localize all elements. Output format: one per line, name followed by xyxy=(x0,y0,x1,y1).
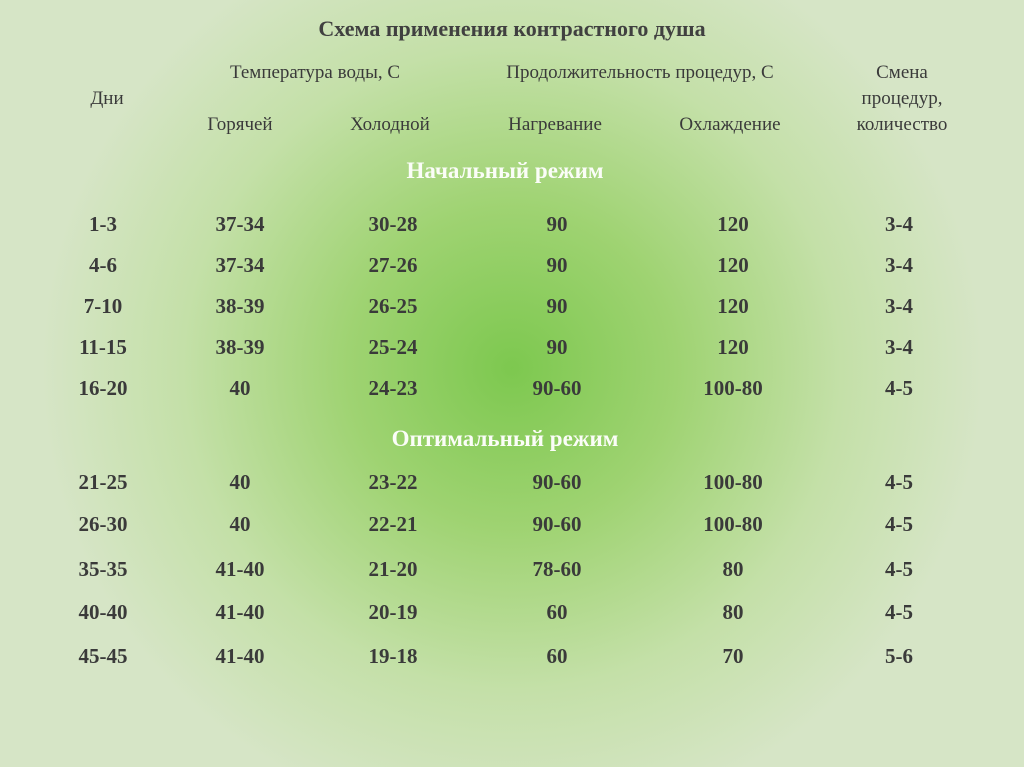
cell-cooling: 70 xyxy=(722,644,744,668)
header-change-line3: количество xyxy=(856,114,948,135)
cell-heating: 90 xyxy=(546,294,568,318)
cell-days: 1-3 xyxy=(89,212,117,236)
cell-hot-temp: 40 xyxy=(229,376,251,400)
cell-cooling: 120 xyxy=(717,335,749,359)
cell-hot-temp: 38-39 xyxy=(215,294,265,318)
header-cold: Холодной xyxy=(350,114,430,135)
header-change-line2: процедур, xyxy=(861,88,943,109)
cell-cooling: 100-80 xyxy=(703,376,763,400)
table-row xyxy=(0,644,1024,674)
cell-change-count: 3-4 xyxy=(885,253,913,277)
cell-cold-temp: 30-28 xyxy=(368,212,418,236)
header-hot: Горячей xyxy=(207,114,273,135)
cell-cold-temp: 23-22 xyxy=(368,470,418,494)
table-row xyxy=(0,376,1024,406)
table-row xyxy=(0,294,1024,324)
header-water-temp: Температура воды, С xyxy=(229,62,401,83)
cell-hot-temp: 41-40 xyxy=(215,644,265,668)
cell-days: 11-15 xyxy=(79,335,127,359)
cell-change-count: 5-6 xyxy=(885,644,913,668)
table-row xyxy=(0,470,1024,500)
cell-cold-temp: 24-23 xyxy=(368,376,418,400)
cell-cold-temp: 27-26 xyxy=(368,253,418,277)
cell-cooling: 80 xyxy=(722,557,744,581)
cell-cold-temp: 21-20 xyxy=(368,557,418,581)
cell-change-count: 4-5 xyxy=(885,376,913,400)
cell-cold-temp: 19-18 xyxy=(368,644,418,668)
cell-cold-temp: 20-19 xyxy=(368,600,418,624)
table-row xyxy=(0,335,1024,365)
cell-days: 4-6 xyxy=(89,253,117,277)
table-row xyxy=(0,600,1024,630)
cell-heating: 90 xyxy=(546,335,568,359)
header-duration: Продолжительность процедур, С xyxy=(506,62,774,83)
header-change-line1: Смена xyxy=(876,62,928,83)
cell-cold-temp: 26-25 xyxy=(368,294,418,318)
cell-days: 26-30 xyxy=(78,512,128,536)
cell-cooling: 100-80 xyxy=(703,470,763,494)
cell-cooling: 100-80 xyxy=(703,512,763,536)
table-row xyxy=(0,253,1024,283)
cell-cooling: 80 xyxy=(722,600,744,624)
cell-heating: 90 xyxy=(546,212,568,236)
table-row xyxy=(0,212,1024,242)
cell-days: 45-45 xyxy=(78,644,128,668)
table-title: Схема применения контрастного душа xyxy=(318,16,706,41)
header-days: Дни xyxy=(90,88,124,109)
cell-change-count: 4-5 xyxy=(885,600,913,624)
cell-heating: 90 xyxy=(546,253,568,277)
cell-heating: 90-60 xyxy=(532,470,582,494)
cell-cold-temp: 25-24 xyxy=(368,335,418,359)
cell-heating: 90-60 xyxy=(532,376,582,400)
cell-hot-temp: 41-40 xyxy=(215,600,265,624)
cell-hot-temp: 41-40 xyxy=(215,557,265,581)
section-label: Начальный режим xyxy=(406,158,604,183)
header-heating: Нагревание xyxy=(508,114,602,135)
cell-heating: 78-60 xyxy=(532,557,582,581)
cell-days: 7-10 xyxy=(83,294,123,318)
cell-change-count: 4-5 xyxy=(885,470,913,494)
cell-change-count: 3-4 xyxy=(885,335,913,359)
section-label: Оптимальный режим xyxy=(391,426,619,451)
cell-cooling: 120 xyxy=(717,212,749,236)
cell-cooling: 120 xyxy=(717,294,749,318)
cell-cold-temp: 22-21 xyxy=(368,512,418,536)
cell-hot-temp: 38-39 xyxy=(215,335,265,359)
cell-hot-temp: 40 xyxy=(229,512,251,536)
cell-days: 35-35 xyxy=(78,557,128,581)
cell-hot-temp: 37-34 xyxy=(215,212,265,236)
cell-change-count: 3-4 xyxy=(885,212,913,236)
cell-days: 40-40 xyxy=(78,600,128,624)
cell-days: 21-25 xyxy=(78,470,128,494)
cell-cooling: 120 xyxy=(717,253,749,277)
cell-hot-temp: 37-34 xyxy=(215,253,265,277)
header-cooling: Охлаждение xyxy=(679,114,781,135)
cell-change-count: 4-5 xyxy=(885,557,913,581)
cell-heating: 60 xyxy=(546,600,568,624)
cell-change-count: 3-4 xyxy=(885,294,913,318)
cell-change-count: 4-5 xyxy=(885,512,913,536)
cell-hot-temp: 40 xyxy=(229,470,251,494)
table-row xyxy=(0,512,1024,542)
table-row xyxy=(0,557,1024,587)
cell-days: 16-20 xyxy=(78,376,128,400)
cell-heating: 60 xyxy=(546,644,568,668)
cell-heating: 90-60 xyxy=(532,512,582,536)
